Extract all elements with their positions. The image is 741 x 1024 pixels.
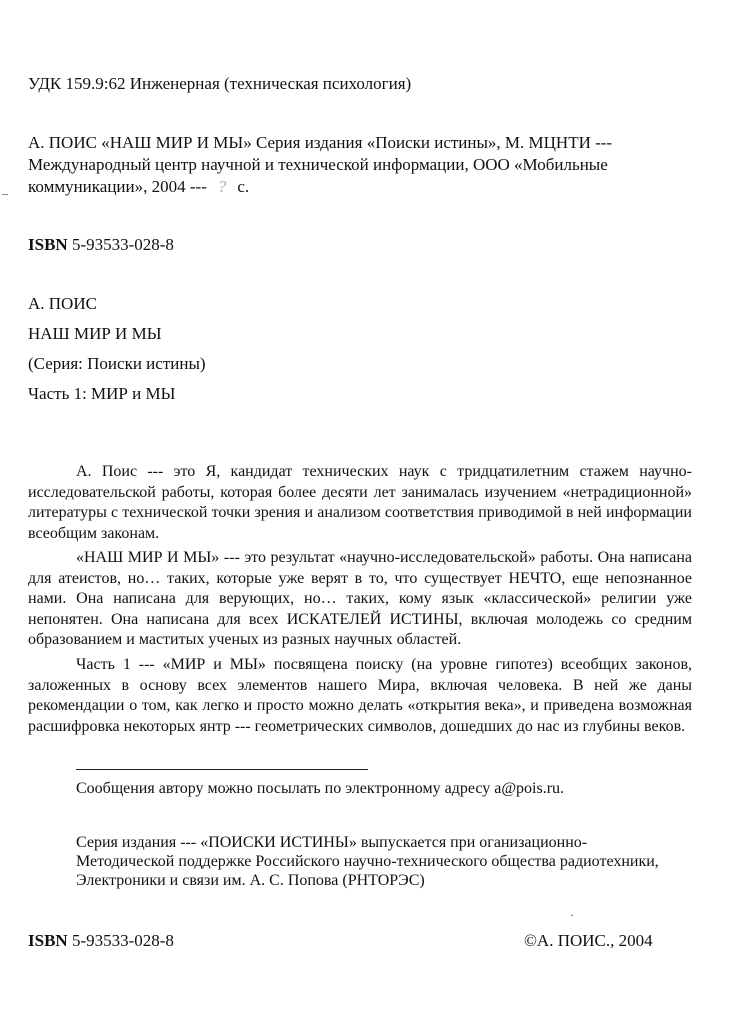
stray-dot-mark: · <box>570 908 574 922</box>
paragraph-part <box>28 655 692 737</box>
citation-line-3-start: коммуникации», 2004 --- <box>28 177 207 196</box>
contact-note: Сообщения автору можно посылать по электронному адресу a@pois.ru. <box>76 780 565 797</box>
isbn-bottom <box>28 931 174 951</box>
author-name: А. ПОИС <box>28 294 97 313</box>
citation-line-2: Международный центр научной и технической информации, ООО «Мобильные <box>28 155 608 174</box>
handwritten-page-count-mark: ? <box>217 177 227 196</box>
series-note-line-3: Электроники и связи им. А. С. Попова (РНТОРЭС) <box>76 872 425 889</box>
paragraph-book <box>28 548 692 651</box>
isbn-top-number: 5-93533-028-8 <box>71 235 174 254</box>
isbn-top <box>28 235 174 255</box>
udk-line: УДК 159.9:62 Инженерная (техническая психология) <box>28 74 412 93</box>
series-note <box>76 833 696 890</box>
paragraph-author <box>28 462 692 544</box>
series-line: (Серия: Поиски истины) <box>28 354 206 373</box>
isbn-top-label: ISBN <box>28 235 68 254</box>
paragraph-author-text: А. Поис --- это Я, кандидат технических наук с тридцатилетним стажем научно-исследовательской работы, которая более десяти лет занималась изучением «нетрадиционной» литературы с технической точки зрения и анализом соответствия приводимой в ней информации всеобщим законам. <box>28 463 692 542</box>
paragraph-part-text: Часть 1 --- «МИР и МЫ» посвящена поиску (на уровне гипотез) всеобщих законов, заложенных в основу всех элементов нашего Мира, включая человека. В ней же даны рекомендации о том, как легко и просто можно делать «открытия века», и приведена возможная расшифровка некоторых янтр --- геометрических символов, дошедших до нас из глубины веков. <box>28 656 692 735</box>
copyright-line: ©А. ПОИС., 2004 <box>524 931 653 950</box>
isbn-bottom-number: 5-93533-028-8 <box>71 931 174 950</box>
series-note-line-2: Методической поддержке Российского научно-технического общества радиотехники, <box>76 853 659 870</box>
paragraph-book-text: «НАШ МИР И МЫ» --- это результат «научно-исследовательской» работы. Она написана для атеистов, но… таких, которые уже верят в то, что существует НЕЧТО, еще непознанное нами. Она написана для верующих, но… таких, кому язык «классической» религии уже непонятен. Она написана для всех ИСКАТЕЛЕЙ ИСТИНЫ, включая молодежь со средним образованием и маститых ученых из разных научных областей. <box>28 549 692 648</box>
citation-line-3-end: с. <box>237 177 250 196</box>
footnote-divider <box>76 769 368 770</box>
series-note-line-1: Серия издания --- «ПОИСКИ ИСТИНЫ» выпускается при оганизационно- <box>76 834 588 851</box>
citation-line-1: А. ПОИС «НАШ МИР И МЫ» Серия издания «Поиски истины», М. МЦНТИ --- <box>28 133 613 152</box>
citation-line-3 <box>28 177 249 197</box>
margin-dash-mark: – <box>2 186 8 200</box>
book-title: НАШ МИР И МЫ <box>28 324 162 343</box>
isbn-bottom-label: ISBN <box>28 931 68 950</box>
part-line: Часть 1: МИР и МЫ <box>28 384 176 403</box>
